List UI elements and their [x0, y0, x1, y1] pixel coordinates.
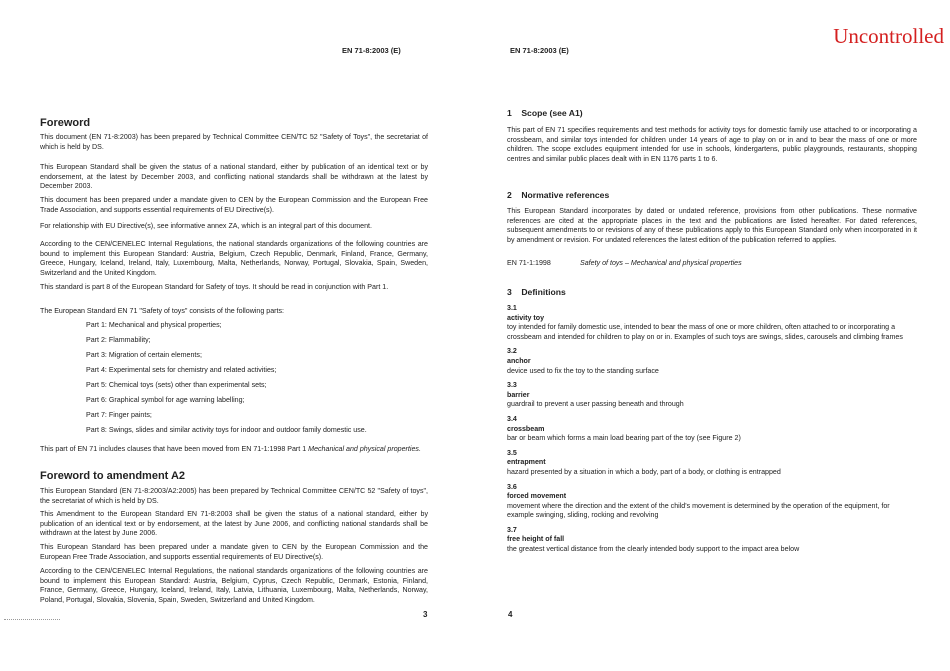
definition-number: 3.1	[507, 304, 517, 312]
list-item: Part 2: Flammability;	[86, 336, 151, 344]
paragraph: This European Standard has been prepared under a mandate given to CEN by the European Commission and the European Free Trade Association, and supports essential requirements of EU Directive(s).	[40, 543, 428, 561]
paragraph: This Amendment to the European Standard EN 71-8:2003 shall be given the status of a national standard, either by publication of an identical text or by endorsement, at the latest by June 2006, and conflicting national standards shall be withdrawn at the latest by June 2006.	[40, 510, 428, 538]
paragraph: According to the CEN/CENELEC Internal Regulations, the national standards organizations of the following countries are bound to implement this European Standard: Austria, Belgium, Czech Republic, Denmark, Finland, France, Germany, Greece, Hungary, Iceland, Ireland, Italy, Luxembourg, Malta, Netherlands, Norway, Portugal, Slovakia, Spain, Sweden, Switzerland and the United Kingdom.	[40, 240, 428, 277]
page-number: 3	[423, 610, 428, 619]
definition-item	[507, 381, 917, 410]
paragraph: For relationship with EU Directive(s), see informative annex ZA, which is an integral part of this document.	[40, 222, 372, 230]
definition-text: hazard presented by a situation in which a body, part of a body, or clothing is entrapped	[507, 467, 781, 476]
list-item: Part 8: Swings, slides and similar activity toys for indoor and outdoor family domestic use.	[86, 426, 367, 434]
ref-code: EN 71-1:1998	[507, 259, 551, 267]
definition-term: entrapment	[507, 458, 546, 467]
definition-item	[507, 483, 917, 521]
definition-term: anchor	[507, 356, 531, 365]
definitions-list	[507, 304, 917, 560]
page-number: 4	[508, 610, 513, 619]
paragraph: This standard is part 8 of the European Standard for Safety of toys. It should be read in conjunction with Part 1.	[40, 283, 389, 291]
normref-heading: 2 Normative references	[507, 190, 610, 200]
scope-heading: 1 Scope (see A1)	[507, 108, 583, 118]
list-item: Part 6: Graphical symbol for age warning labelling;	[86, 396, 245, 404]
definition-text: bar or beam which forms a main load bearing part of the toy (see Figure 2)	[507, 434, 741, 443]
definition-item	[507, 449, 917, 478]
moved-italic: Mechanical and physical properties.	[308, 445, 421, 453]
definition-number: 3.6	[507, 482, 517, 491]
definition-text: the greatest vertical distance from the clearly intended body support to the impact area below	[507, 545, 800, 554]
moved-text: This part of EN 71 includes clauses that have been moved from EN 71-1:1998 Part 1	[40, 445, 307, 453]
definition-text: toy intended for family domestic use, intended to bear the mass of one or more children, often attached to or incorporating a crossbeam and intended for children to play on or in. Examples of such toys are swings, slides, carousels and climbing frames	[507, 323, 903, 341]
definition-item	[507, 526, 917, 555]
paragraph: This document has been prepared under a mandate given to CEN by the European Commission and the European Free Trade Association, and supports essential requirements of EU Directive(s).	[40, 196, 428, 214]
list-item: Part 1: Mechanical and physical properties;	[86, 321, 222, 329]
uncontrolled-stamp: Uncontrolled	[833, 24, 944, 48]
paragraph: This European Standard shall be given the status of a national standard, either by publication of an identical text or by endorsement, at the latest by December 2003, and conflicting national standards shall be withdrawn at the latest by December 2003.	[40, 163, 428, 191]
definition-item	[507, 415, 917, 444]
definition-item	[507, 347, 917, 376]
definition-term: activity toy	[507, 313, 545, 322]
amendment-heading: Foreword to amendment A2	[40, 470, 186, 482]
list-item: Part 4: Experimental sets for chemistry and related activities;	[86, 366, 277, 374]
definition-text: device used to fix the toy to the standing surface	[507, 366, 659, 375]
paragraph: The European Standard EN 71 "Safety of toys" consists of the following parts:	[40, 307, 284, 315]
paragraph: According to the CEN/CENELEC Internal Regulations, the national standards organizations of the following countries are bound to implement this European Standard: Austria, Belgium, Cyprus, Czech Republic, Denmark, Estonia, Finland, France, Germany, Greece, Hungary, Iceland, Ireland, Italy, Latvia, Lithuania, Luxembourg, Malta, Netherlands, Norway, Poland, Portugal, Slovakia, Slovenia, Spain, Sweden, Switzerland and United Kingdom.	[40, 567, 428, 604]
page-header: EN 71-8:2003 (E)	[510, 46, 569, 55]
definition-number: 3.5	[507, 448, 517, 457]
list-item: Part 5: Chemical toys (sets) other than experimental sets;	[86, 381, 267, 389]
definitions-heading: 3 Definitions	[507, 287, 566, 297]
paragraph: This European Standard (EN 71-8:2003/A2:2005) has been prepared by Technical Committee CEN/TC 52 "Safety of toys", the secretariat of which is held by DS.	[40, 487, 428, 505]
foreword-heading: Foreword	[40, 117, 91, 129]
footer-line	[4, 619, 60, 620]
definition-text: movement where the direction and the extent of the child's movement is determined by the operation of the equipment, for example swinging, sliding, rocking and revolving	[507, 501, 890, 520]
definition-number: 3.3	[507, 381, 517, 390]
definition-term: barrier	[507, 390, 530, 399]
definition-number: 3.4	[507, 414, 517, 423]
paragraph	[40, 445, 428, 455]
definition-term: forced movement	[507, 492, 567, 501]
ref-title: Safety of toys – Mechanical and physical properties	[580, 259, 742, 267]
definition-item	[507, 304, 917, 342]
scope-text: This part of EN 71 specifies requirements and test methods for activity toys for domestic family use attached to or incorporating a crossbeam, and similar toys intended for children under 14 years of age to play on or in and to bear the mass of one or more children. The scope excludes equipment intended for use in schools, kindergartens, public playgrounds, restaurants, shopping centres and similar public places dealt with in EN 1176 parts 1 to 6.	[507, 126, 917, 163]
definition-text: guardrail to prevent a user passing beneath and through	[507, 400, 684, 409]
definition-term: crossbeam	[507, 424, 545, 433]
definition-number: 3.7	[507, 525, 517, 534]
definition-number: 3.2	[507, 347, 517, 356]
page-header: EN 71-8:2003 (E)	[342, 46, 401, 55]
normref-text: This European Standard incorporates by dated or undated reference, provisions from other publications. These normative references are cited at the appropriate places in the text and the publications are listed hereafter. For dated references, subsequent amendments to or revisions of any of these publications apply to this European Standard only when incorporated in it by amendment or revision. For undated references the latest edition of the publication referred to applies.	[507, 207, 917, 244]
paragraph: This document (EN 71-8:2003) has been prepared by Technical Committee CEN/TC 52 "Safety of Toys", the secretariat of which is held by DS.	[40, 133, 428, 151]
definition-term: free height of fall	[507, 535, 565, 544]
list-item: Part 3: Migration of certain elements;	[86, 351, 202, 359]
list-item: Part 7: Finger paints;	[86, 411, 152, 419]
